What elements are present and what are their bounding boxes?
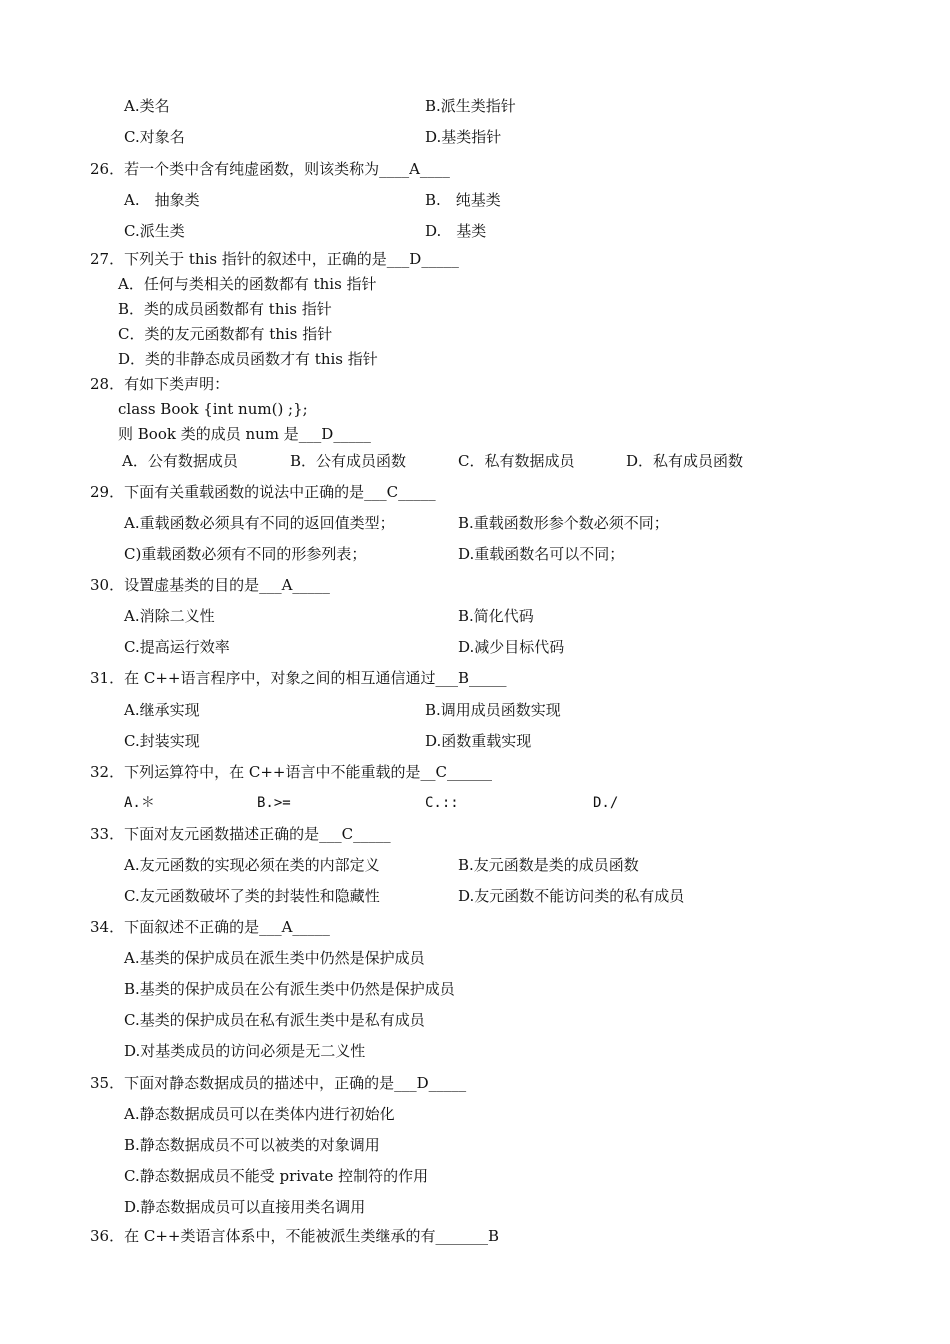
q32-option-d: D./ bbox=[593, 795, 619, 811]
q34-option-b: B.基类的保护成员在公有派生类中仍然是保护成员 bbox=[124, 980, 455, 998]
q28-option-d: D．私有成员函数 bbox=[626, 452, 744, 470]
q30-option-d: D.减少目标代码 bbox=[458, 638, 565, 656]
q33-option-a: A.友元函数的实现必须在类的内部定义 bbox=[124, 856, 380, 874]
q28-option-b: B．公有成员函数 bbox=[290, 452, 407, 470]
q35-option-a: A.静态数据成员可以在类体内进行初始化 bbox=[124, 1105, 395, 1123]
q28-option-a: A．公有数据成员 bbox=[122, 452, 238, 470]
q27-stem: 27．下列关于 this 指针的叙述中，正确的是___D_____ bbox=[90, 250, 459, 268]
q26-option-a: A. 抽象类 bbox=[124, 191, 200, 209]
q33-option-b: B.友元函数是类的成员函数 bbox=[458, 856, 639, 874]
q34-option-c: C.基类的保护成员在私有派生类中是私有成员 bbox=[124, 1011, 425, 1029]
q30-option-a: A.消除二义性 bbox=[124, 607, 215, 625]
q30-option-c: C.提高运行效率 bbox=[124, 638, 230, 656]
q29-stem: 29．下面有关重载函数的说法中正确的是___C_____ bbox=[90, 483, 436, 501]
q29-option-b: B.重载函数形参个数必须不同； bbox=[458, 514, 669, 532]
q28-code: class Book {int num() ;}; bbox=[118, 400, 308, 418]
q28-question: 则 Book 类的成员 num 是___D_____ bbox=[118, 425, 371, 443]
q33-option-d: D.友元函数不能访问类的私有成员 bbox=[458, 887, 685, 905]
q27-option-b: B．类的成员函数都有 this 指针 bbox=[118, 300, 332, 318]
q28-stem: 28．有如下类声明： bbox=[90, 375, 230, 393]
q30-stem: 30．设置虚基类的目的是___A_____ bbox=[90, 576, 330, 594]
q27-option-d: D．类的非静态成员函数才有 this 指针 bbox=[118, 350, 378, 368]
q33-option-c: C.友元函数破坏了类的封装性和隐藏性 bbox=[124, 887, 380, 905]
q26-option-b: B. 纯基类 bbox=[425, 191, 501, 209]
q26-option-d: D. 基类 bbox=[425, 222, 487, 240]
q36-stem: 36．在 C++类语言体系中，不能被派生类继承的有_______B bbox=[90, 1227, 499, 1245]
q34-stem: 34．下面叙述不正确的是___A_____ bbox=[90, 918, 330, 936]
q32-option-c: C.:: bbox=[425, 795, 459, 811]
q32-stem: 32．下列运算符中，在 C++语言中不能重载的是__C______ bbox=[90, 763, 492, 781]
q35-stem: 35．下面对静态数据成员的描述中，正确的是___D_____ bbox=[90, 1074, 467, 1092]
q31-option-a: A.继承实现 bbox=[124, 701, 200, 719]
q29-option-d: D.重载函数名可以不同； bbox=[458, 545, 625, 563]
q28-option-c: C．私有数据成员 bbox=[458, 452, 575, 470]
q31-option-d: D.函数重载实现 bbox=[425, 732, 532, 750]
q35-option-b: B.静态数据成员不可以被类的对象调用 bbox=[124, 1136, 380, 1154]
q31-option-c: C.封装实现 bbox=[124, 732, 200, 750]
q27-option-a: A．任何与类相关的函数都有 this 指针 bbox=[118, 275, 377, 293]
q25-option-c: C.对象名 bbox=[124, 128, 185, 146]
q27-option-c: C．类的友元函数都有 this 指针 bbox=[118, 325, 333, 343]
q34-option-a: A.基类的保护成员在派生类中仍然是保护成员 bbox=[124, 949, 425, 967]
q30-option-b: B.简化代码 bbox=[458, 607, 534, 625]
q31-option-b: B.调用成员函数实现 bbox=[425, 701, 561, 719]
q29-option-c: C)重载函数必须有不同的形参列表； bbox=[124, 545, 367, 563]
q31-stem: 31．在 C++语言程序中，对象之间的相互通信通过___B_____ bbox=[90, 669, 507, 687]
q25-option-a: A.类名 bbox=[124, 97, 170, 115]
q33-stem: 33．下面对友元函数描述正确的是___C_____ bbox=[90, 825, 391, 843]
q25-option-d: D.基类指针 bbox=[425, 128, 502, 146]
q35-option-c: C.静态数据成员不能受 private 控制符的作用 bbox=[124, 1167, 429, 1185]
q26-option-c: C.派生类 bbox=[124, 222, 185, 240]
q35-option-d: D.静态数据成员可以直接用类名调用 bbox=[124, 1198, 366, 1216]
q34-option-d: D.对基类成员的访问必须是无二义性 bbox=[124, 1042, 366, 1060]
q29-option-a: A.重载函数必须具有不同的返回值类型； bbox=[124, 514, 395, 532]
q32-option-b: B.>= bbox=[257, 795, 291, 811]
q26-stem: 26．若一个类中含有纯虚函数，则该类称为____A____ bbox=[90, 160, 450, 178]
q25-option-b: B.派生类指针 bbox=[425, 97, 516, 115]
q32-option-a: A.＊ bbox=[124, 795, 155, 811]
